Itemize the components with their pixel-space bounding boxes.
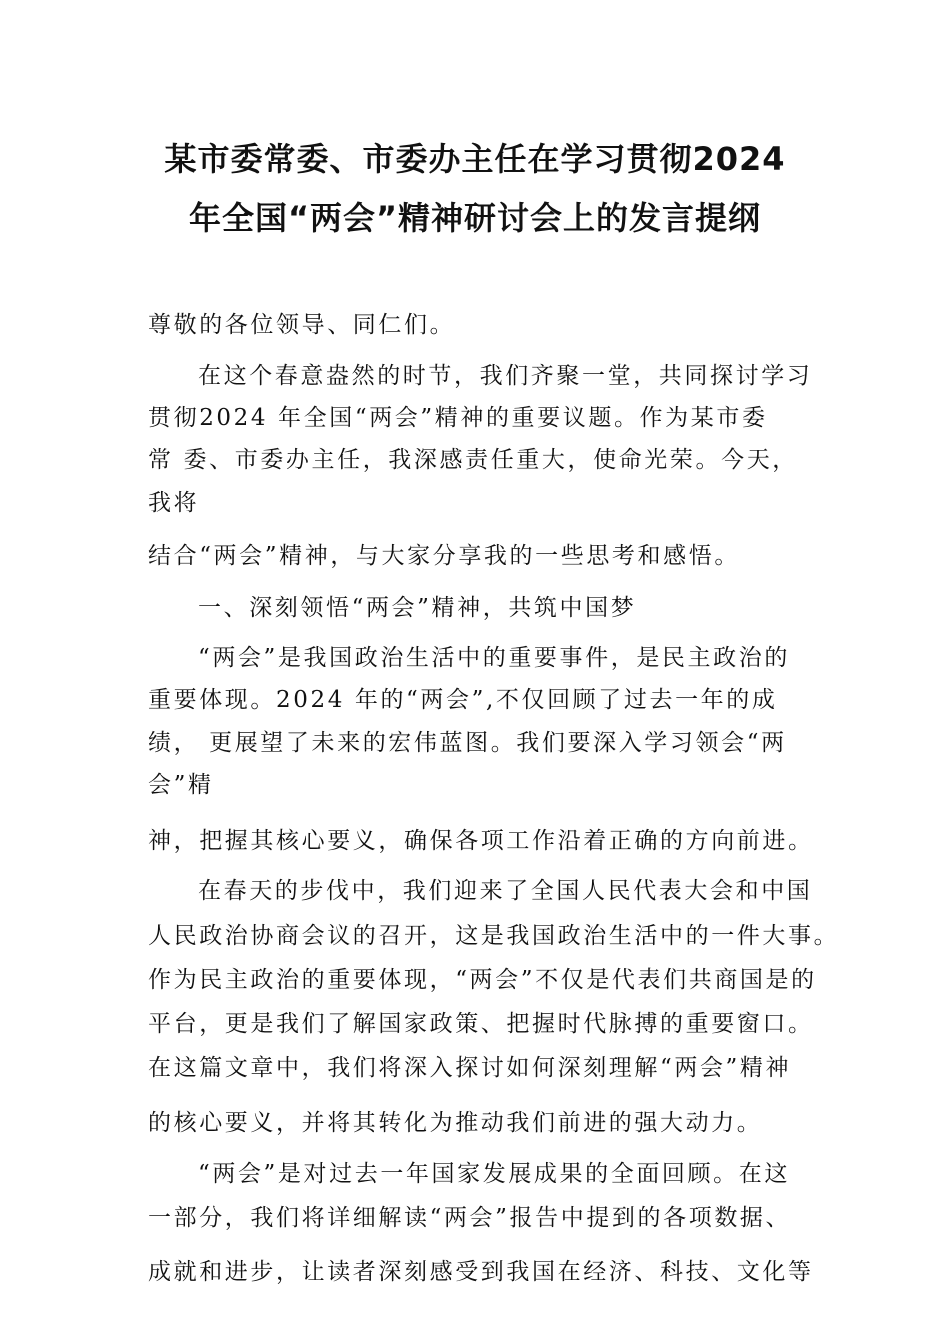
paragraph-line: 神，把握其核心要义，确保各项工作沿着正确的方向前进。: [148, 828, 814, 854]
paragraph-line: 的核心要义，并将其转化为推动我们前进的强大动力。: [148, 1110, 763, 1136]
section-heading: 一、深刻领悟“两会”精神，共筑中国梦: [198, 595, 637, 621]
paragraph-line: “两会”是对过去一年国家发展成果的全面回顾。在这: [198, 1161, 790, 1187]
paragraph-line: 常 委、市委办主任，我深感责任重大，使命光荣。今天，: [148, 447, 798, 473]
paragraph-line: 绩， 更展望了未来的宏伟蓝图。我们要深入学习领会“两: [148, 730, 787, 756]
paragraph-line: 人民政治协商会议的召开，这是我国政治生活中的一件大事。: [148, 923, 840, 949]
salutation: 尊敬的各位领导、同仁们。: [148, 312, 456, 338]
paragraph-line: 我将: [148, 490, 200, 516]
paragraph-line: 一部分，我们将详细解读“两会”报告中提到的各项数据、: [148, 1205, 792, 1231]
document-title-line-2: 年全国“两会”精神研讨会上的发言提纲: [188, 199, 762, 237]
paragraph-line: 会”精: [148, 772, 214, 798]
paragraph-line: 作为民主政治的重要体现，“两会”不仅是代表们共商国是的: [148, 967, 817, 993]
paragraph-line: 贯彻2024 年全国“两会”精神的重要议题。作为某市委: [148, 405, 768, 431]
paragraph-line: 在春天的步伐中，我们迎来了全国人民代表大会和中国: [198, 878, 813, 904]
paragraph-line: 在这个春意盎然的时节，我们齐聚一堂，共同探讨学习: [198, 363, 813, 389]
document-title-line-1: 某市委常委、市委办主任在学习贯彻2024: [164, 140, 786, 178]
paragraph-line: “两会”是我国政治生活中的重要事件，是民主政治的: [198, 645, 790, 671]
paragraph-line: 在这篇文章中，我们将深入探讨如何深刻理解“两会”精神: [148, 1055, 792, 1081]
paragraph-line: 平台，更是我们了解国家政策、把握时代脉搏的重要窗口。: [148, 1011, 814, 1037]
paragraph-line: 成就和进步，让读者深刻感受到我国在经济、科技、文化等: [148, 1259, 814, 1285]
paragraph-line: 结合“两会”精神，与大家分享我的一些思考和感悟。: [148, 543, 740, 569]
paragraph-line: 重要体现。2024 年的“两会”,不仅回顾了过去一年的成: [148, 687, 778, 713]
